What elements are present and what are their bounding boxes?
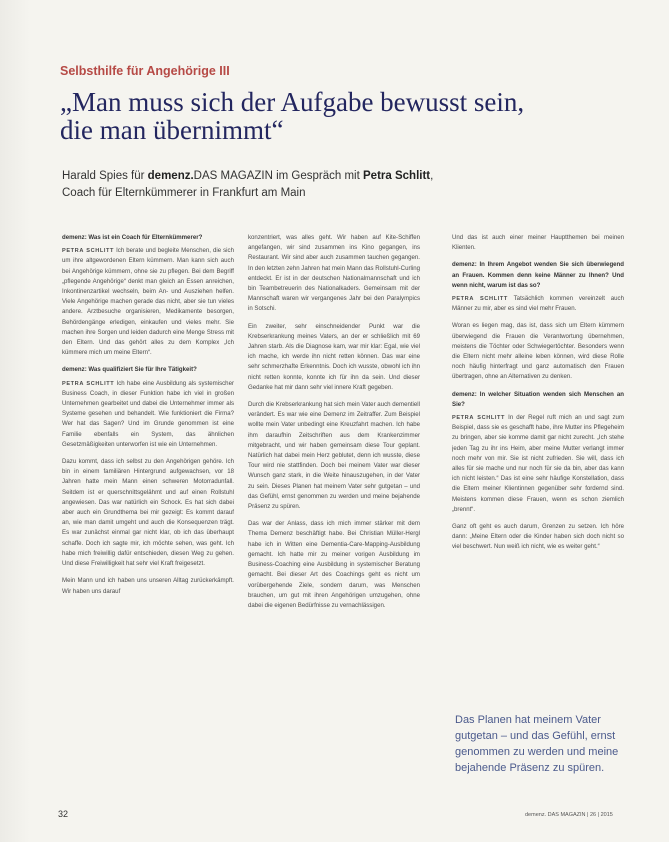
text-column-1 [62,233,234,803]
paragraph: Ein zweiter, sehr einschneidender Punkt war die Krebserkrankung meines Vaters, an der er schließlich mit 69 Jahren starb. Als die Diagnose kam, war mir klar: Egal, wie viel ich mache, ich werde ihn nicht retten können. Das war eine sehr schmerzhafte Erkenntnis. Doch ich wusste, obwohl ich ihn nicht retten konnte, konnte ich für ihn da sein. Und dieser Gedanke hat mir dann sehr viel innere Kraft gegeben. [248,322,420,391]
intro-guest-name: Petra Schlitt [363,170,431,182]
paragraph: Woran es liegen mag, das ist, dass sich um Eltern kümmern überwiegend die Frauen die Verantwortung übernehmen, meistens die Töchter oder Schwiegertöchter. Besonders wenn die Eltern nicht mehr alleine leben können, wird diese Rolle noch häufig hinterfragt und ganz automatisch den Frauen übertragen, ohne an Alternativen zu denken. [452,322,624,381]
answer-text: Ich berate und begleite Menschen, die sich um ihre altgewordenen Eltern kümmern. Man kann sich auch bei Angehörige kümmern, ohne sie zu pflegen. Bei dem Begriff „pflegende Angehörige“ denkt man gleich an Essen anreichen, Inkontinenzartikel wechseln, beim An- und Ausziehen helfen. Viele Angehörige machen gerade das nicht, aber sie tun vieles andere. Arztbesuche organisieren, Medikamente besorgen, Behördengänge erledigen, einkaufen und vieles mehr. Sie machen ihre Sorgen und leiden dadurch eine Menge Stress mit den Eltern. Und das gehört alles zu dem Komplex „Ich kümmere mich um meine Eltern“. [62,247,234,357]
intro-text: , [430,170,434,182]
text-column-3 [452,233,624,628]
interview-answer [452,294,624,314]
answer-text: Tatsächlich kommen vereinzelt auch Männer zu mir, aber es sind viel mehr Frauen. [452,295,624,313]
text-column-2 [248,233,420,803]
speaker-name: PETRA SCHLITT [452,296,508,303]
intro-text: DAS MAGAZIN im Gespräch mit [193,170,364,182]
article-headline [60,88,620,144]
interview-answer [452,413,624,515]
paragraph: Durch die Krebserkrankung hat sich mein Vater auch dementiell verändert. Es war wie eine Demenz im Zeitraffer. Zum Beispiel wollte mein Vater unbedingt eine Kreuzfahrt machen. Ich habe ihm daraufhin Zeitschriften aus dem Krankenzimmer mitgebracht, und wir haben gemeinsam diese Tour geplant. Natürlich hat dabei mein Herz geblutet, denn ich wusste, diese Tour wird nie stattfinden. Doch bei meinem Vater war dieser Wunsch ganz stark, in die Weite hinauszugehen, in der Vater zu sein. Dieses Planen hat meinem Vater sehr gutgetan – und das Gefühl, ernst genommen zu werden und meine bejahende Präsenz zu spüren. [248,401,420,511]
intro-line-1 [62,168,582,185]
answer-text: In der Regel ruft mich an und sagt zum Beispiel, dass sie es geschafft habe, ihre Mutter ins Pflegeheim zu bringen, aber sie komme damit gar nicht zurecht. „Ich stehe jeden Tag zu ihr ins Heim, aber meine Mutter verlangt immer noch mehr von mir. Sie ist nicht zufrieden. Sie will, dass ich alles für sie mache und nur noch für sie da bin, aber das kann ich nicht leisten.“ Das ist eine sehr häufige Konstellation, dass die Eltern meiner Klientinnen gegenüber sehr fordernd sind. Meistens kommen diese Frauen, wenn es schon ziemlich „brennt“. [452,414,624,513]
speaker-name: PETRA SCHLITT [452,415,506,422]
pull-quote: Das Planen hat meinem Vater gutgetan – und das Gefühl, ernst genommen zu werden und meine bejahende Präsenz zu spüren. [455,714,619,774]
paragraph: Das war der Anlass, dass ich mich immer stärker mit dem Thema Demenz beschäftigt habe. Bei Christian Müller-Hergl habe ich in Witten eine Dementia-Care-Mapping-Ausbildung gemacht. Ich hatte mir zu meiner vorigen Ausbildung im Business-Coaching eine Ausbildung in systemischer Beratung gemacht. Bei dieser Art des Coachings geht es nicht um vorübergehende Ziele, sondern darum, was Menschen brauchen, um gut mit ihren Angehörigen umzugehen, ohne dabei die eigenen Bedürfnisse zu vernachlässigen. [248,520,420,609]
magazine-footer: demenz. DAS MAGAZIN | 26 | 2015 [525,812,613,818]
headline-line-2: die man übernimmt“ [60,115,284,145]
headline-line-1: „Man muss sich der Aufgabe bewusst sein, [60,87,525,117]
paragraph: Ganz oft geht es auch darum, Grenzen zu setzen. Ich höre dann: „Meine Eltern oder die Kinder haben sich doch nicht so viel beschwert. Nun weiß ich nicht, wie es weiter geht.“ [452,523,624,551]
speaker-name: PETRA SCHLITT [62,380,115,387]
intro-brand: demenz. [147,170,194,182]
interview-answer [62,379,234,450]
intro-text: Harald Spies für [62,170,148,182]
intro-line-2: Coach für Elternkümmerer in Frankfurt am Main [62,187,306,199]
paragraph: Und das ist auch einer meiner Hauptthemen bei meinen Klienten. [452,234,624,252]
interview-question: demenz: In Ihrem Angebot wenden Sie sich überwiegend an Frauen. Kommen denn keine Männer zu Ihnen? Und wenn nicht, warum ist das so? [452,261,624,289]
interview-answer [62,246,234,358]
paragraph: Dazu kommt, dass ich selbst zu den Angehörigen gehöre. Ich bin in einem familiären Hintergrund aufgewachsen, vor 18 Jahren hatte mein Mann einen schweren Motorradunfall. Seitdem ist er querschnittsgelähmt und auf einen Rollstuhl angewiesen. Das war natürlich ein Schock. Es hat sich dabei aber auch ein Grundthema bei mir gezeigt: Es kommt darauf an, wie man damit umgeht und auch die Konsequenzen trägt. Es war zunächst einmal gar nicht klar, ob ich das überhaupt schaffe. Doch ich sagte mir, ich möchte sehen, was geht. Ich habe mich freiwillig dafür entschieden, diesen Weg zu gehen. Und diese Freiwilligkeit hat sehr viel Kraft freigesetzt. [62,458,234,568]
answer-text: Ich habe eine Ausbildung als systemischer Business Coach, in dieser Funktion habe ich viel in großen Unternehmen gearbeitet und dabei die Unternehmer immer als Systeme gesehen und behandelt. Wie funktioniert die Firma? Wer hat das Sagen? Und im Grunde genommen ist eine Familie ebenfalls ein System, das ähnlichen Gesetzmäßigkeiten unterworfen ist wie ein Unternehmen. [62,379,234,448]
page-number: 32 [58,809,69,819]
interview-question: demenz: Was ist ein Coach für Elternkümmerer? [62,234,203,241]
section-kicker: Selbsthilfe für Angehörige III [60,64,230,78]
interview-question: demenz: Was qualifiziert Sie für Ihre Tätigkeit? [62,366,197,374]
paragraph: Mein Mann und ich haben uns unseren Alltag zurückerkämpft. Wir haben uns darauf [62,577,234,595]
article-intro [62,168,582,202]
interview-question: demenz: In welcher Situation wenden sich Menschen an Sie? [452,390,624,408]
speaker-name: PETRA SCHLITT [62,248,115,255]
paragraph: konzentriert, was alles geht. Wir haben auf Kite-Schiffen angefangen, wir sind zusammen ins Kino gegangen, ins Restaurant. Wir sind aber auch zusammen tauchen gegangen. In den letzten zehn Jahren hat mein Mann das Rollstuhl-Curling entdeckt. Er ist in der deutschen Nationalmannschaft und ich bin Teambetreuerin des Nationalkaders. Gemeinsam mit der Mannschaft waren wir vergangenes Jahr bei den Paralympics in Sotschi. [248,234,420,313]
